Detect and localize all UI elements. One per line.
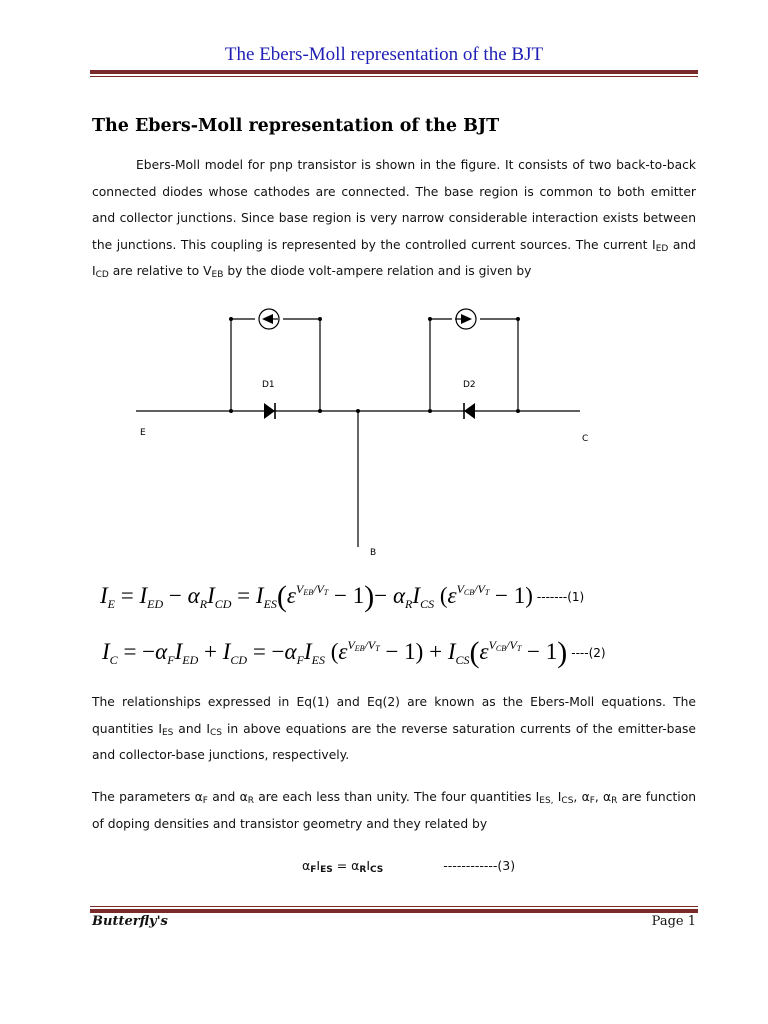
footer-brand: Butterfly's — [92, 914, 168, 929]
diode2-label: D2 — [463, 380, 476, 390]
equations-explanation-paragraph: The relationships expressed in Eq(1) and Eq(2) are known as the Ebers-Moll equations. The quantities $I_{ES}$ and $I_{CS}$ in above equations are the reverse saturation currents of the emitter-base and collector-base junctions, respectively. — [92, 695, 696, 762]
diode1-label: D1 — [262, 380, 275, 390]
ebers-moll-circuit-diagram — [0, 295, 768, 565]
intro-paragraph: Ebers-Moll model for pnp transistor is shown in the figure. It consists of two back-to-back connected diodes whose cathodes are connected. The base region is common to both emitter and collector junctions. Since base region is very narrow considerable interaction exists between the junctions. This coupling is represented by the controlled current sources. The current $I_{ED}$ and $I_{CD}$ are relative to $V_{EB}$ by the diode volt-ampere relation and is given by — [92, 158, 696, 280]
equation-1: $I_E = I_{ED} - \alpha_RI_{CD} = I_{ES}(\varepsilon^{V_{EB}/V_T} - 1)- \alpha_RI_{CS}$ $(\varepsilon^{V_{CB}/V_T} - 1)$ -------(1) — [100, 580, 585, 613]
diode-d2-symbol — [464, 403, 475, 419]
equation-3: $\alpha_FI_{ES} = \alpha_RI_{CS}$ ------------(3) — [302, 858, 516, 875]
header-rule-thick — [90, 70, 698, 74]
footer-rule-thick — [90, 909, 698, 913]
equation-2: $I_C = -\alpha_FI_{ED} + I_{CD} = -\alpha_FI_{ES}$ $(\varepsilon^{V_{EB}/V_T} - 1) + I_{CS}(\varepsilon^{V_{CB}/V_T} - 1)$ ----(2) — [102, 636, 606, 669]
footer-rule-thin — [90, 906, 698, 907]
collector-label: C — [582, 434, 589, 444]
header-rule-thin — [90, 76, 698, 77]
page-number: Page 1 — [651, 914, 696, 929]
section-heading: The Ebers-Moll representation of the BJT — [92, 116, 500, 136]
base-label: B — [370, 548, 377, 558]
emitter-label: E — [140, 428, 146, 438]
diode-d1-symbol — [264, 403, 275, 419]
running-header: The Ebers-Moll representation of the BJT — [224, 44, 544, 65]
parameters-paragraph: The parameters $\alpha_F$ and $\alpha_R$ are each less than unity. The four quantities $I_{ES,}$ $I_{CS}$, $\alpha_F$, $\alpha_R$ are function of doping densities and transistor geometry and they related by — [92, 790, 697, 831]
